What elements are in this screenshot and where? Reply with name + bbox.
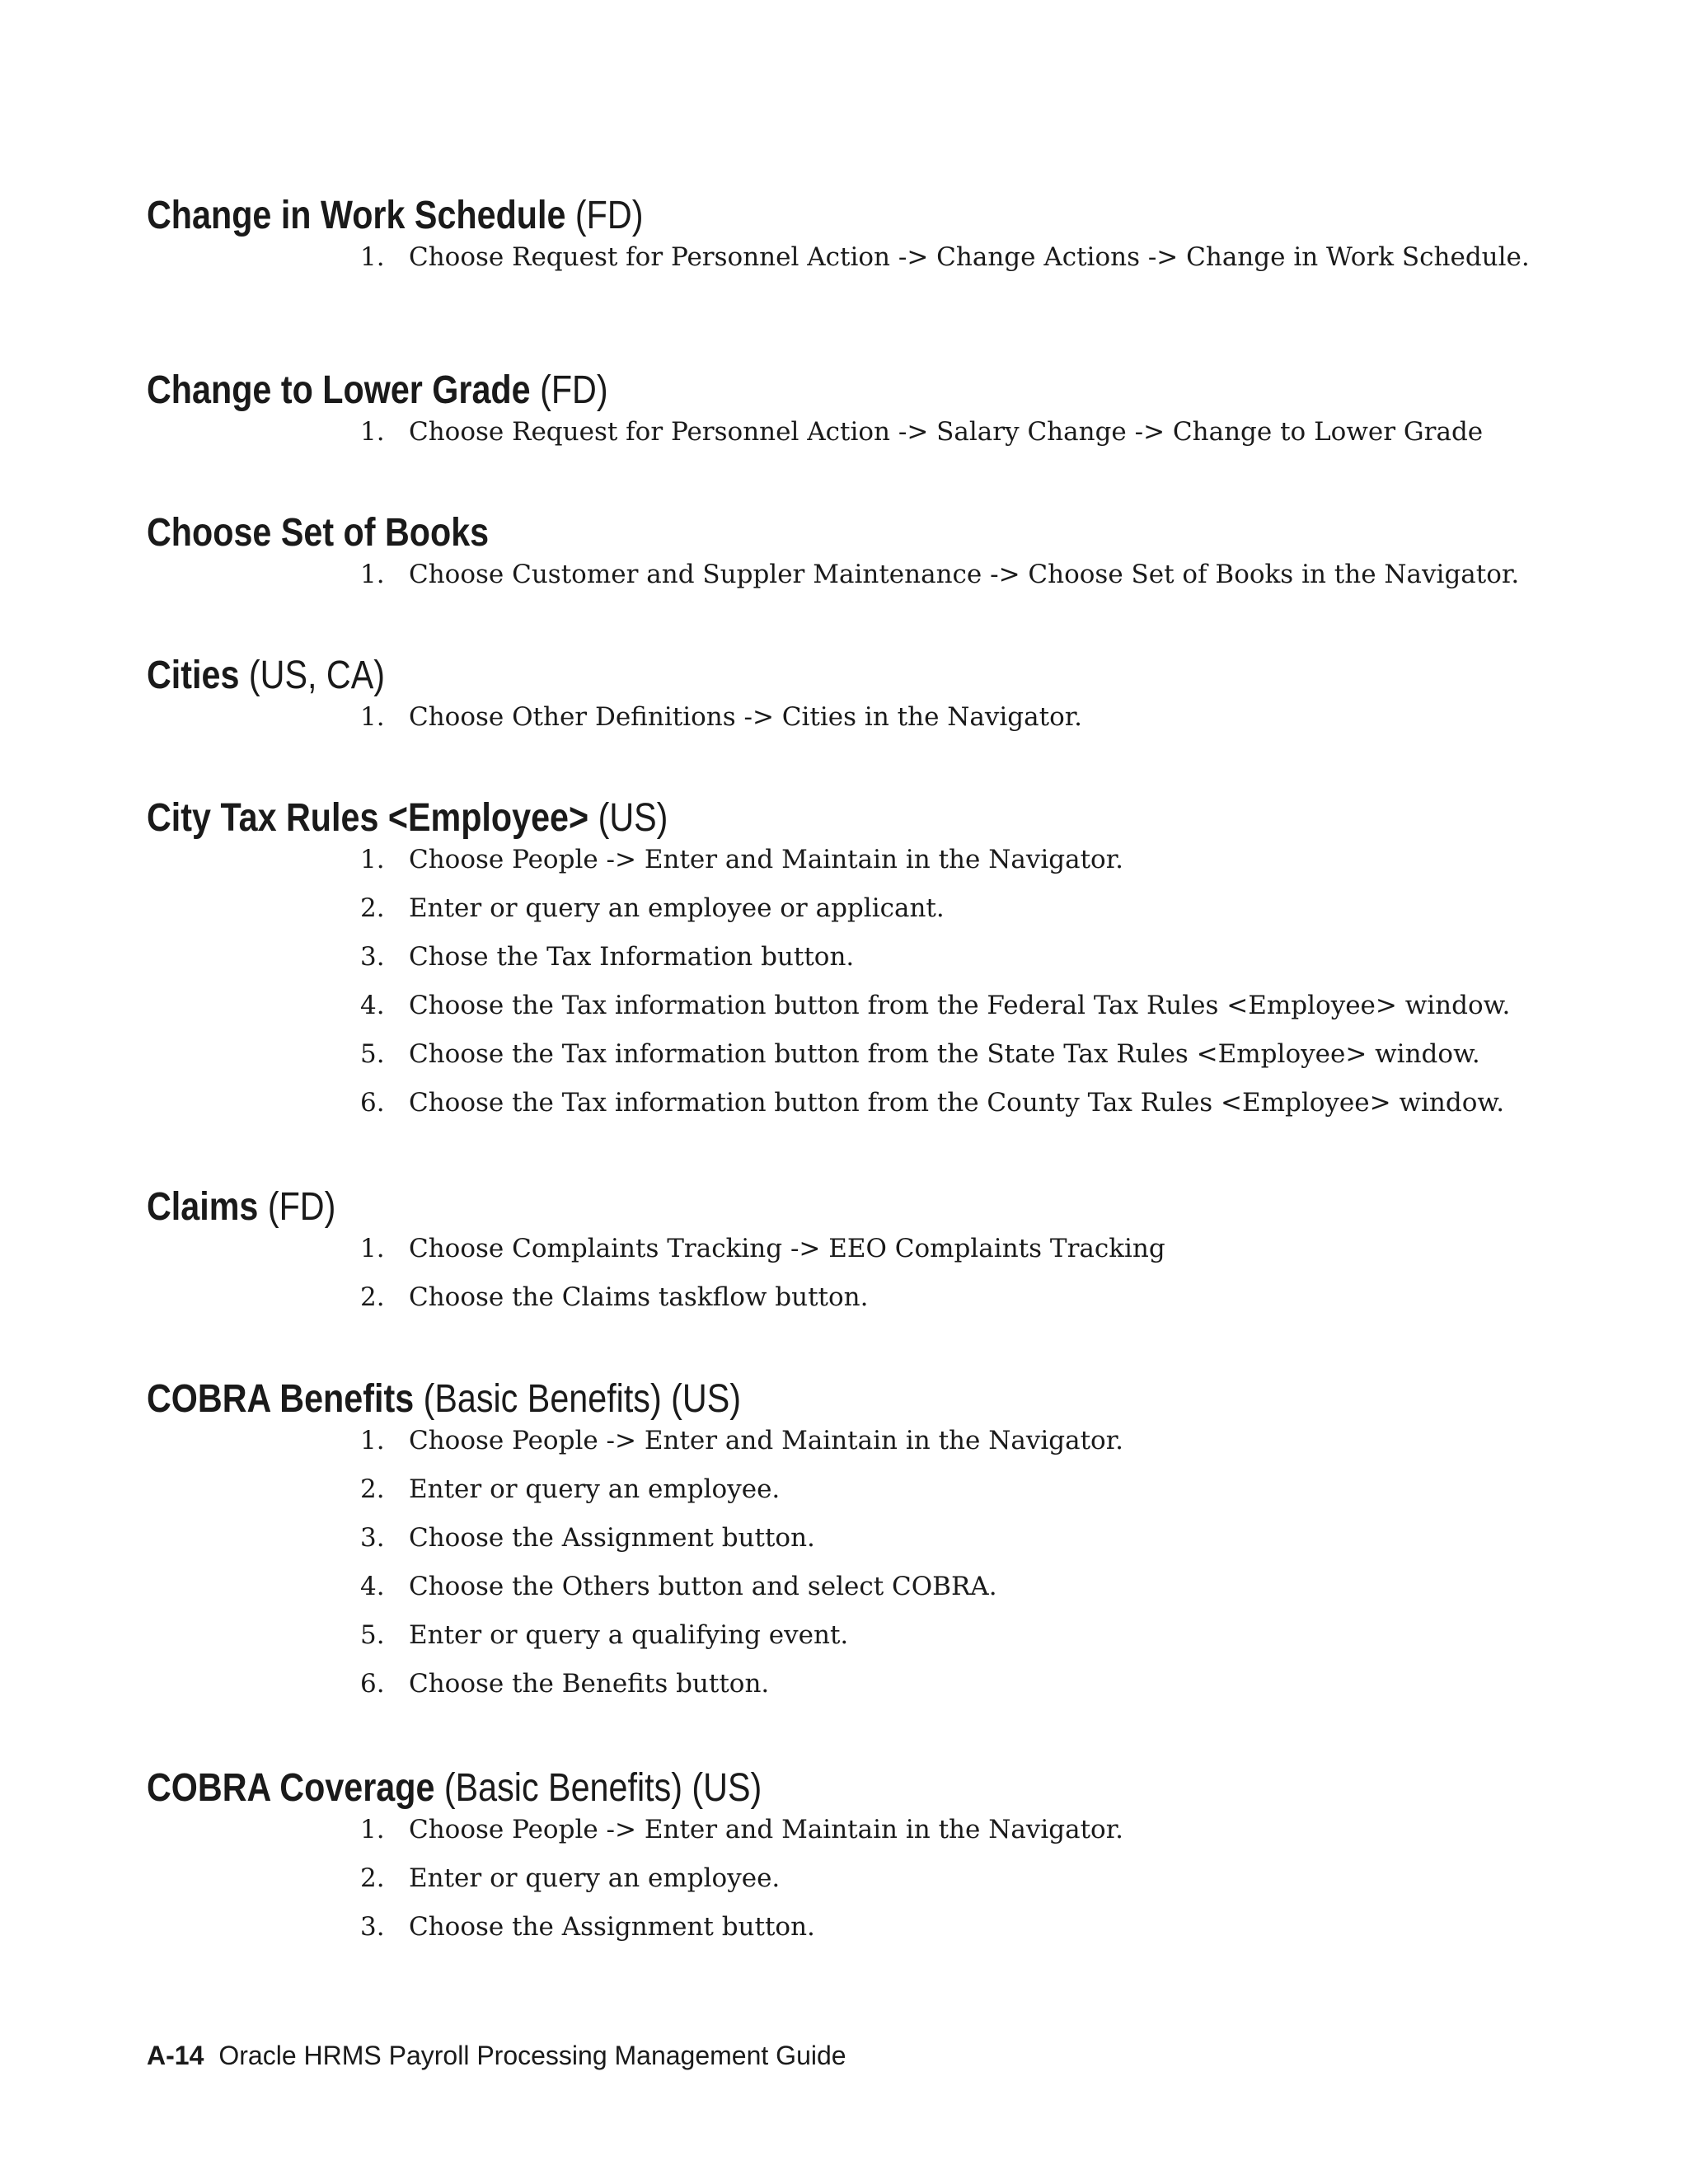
heading-title: COBRA Benefits — [147, 1377, 415, 1421]
step-item — [147, 892, 1564, 925]
section-cities — [147, 651, 1564, 749]
heading-title: Choose Set of Books — [147, 511, 490, 555]
section-cobra-coverage — [147, 1764, 1564, 1959]
step-item — [147, 1667, 1564, 1700]
step-number: 4. — [360, 991, 385, 1020]
step-item — [147, 1473, 1564, 1506]
section-heading — [147, 509, 1366, 558]
heading-title: Claims — [147, 1185, 259, 1229]
step-item — [147, 843, 1564, 876]
step-text: Choose People -> Enter and Maintain in the Navigator. — [409, 1426, 1123, 1455]
step-list — [147, 415, 1564, 448]
page-footer — [147, 2039, 846, 2072]
section-heading — [147, 366, 1366, 415]
step-item — [147, 1910, 1564, 1943]
step-number: 5. — [360, 1039, 385, 1069]
step-text: Choose the Others button and select COBRA. — [409, 1572, 997, 1601]
step-number: 3. — [360, 1912, 385, 1942]
step-list — [147, 1813, 1564, 1943]
step-number: 1. — [360, 242, 385, 272]
step-item — [147, 241, 1564, 274]
step-number: 1. — [360, 702, 385, 732]
step-text: Choose People -> Enter and Maintain in the Navigator. — [409, 845, 1123, 874]
heading-title: Change in Work Schedule — [147, 194, 566, 237]
step-item — [147, 1086, 1564, 1119]
heading-qualifier: (FD) — [574, 194, 644, 237]
step-number: 5. — [360, 1620, 385, 1650]
heading-title: City Tax Rules <Employee> — [147, 796, 589, 840]
step-item — [147, 701, 1564, 733]
step-list — [147, 241, 1564, 274]
step-text: Enter or query an employee. — [409, 1474, 781, 1504]
step-list — [147, 843, 1564, 1119]
section-heading — [147, 1183, 1366, 1232]
step-text: Choose the Tax information button from the Federal Tax Rules <Employee> window. — [409, 991, 1511, 1020]
step-number: 2. — [360, 893, 385, 923]
heading-qualifier: (FD) — [540, 368, 608, 412]
section-heading — [147, 191, 1366, 241]
step-item — [147, 1038, 1564, 1071]
heading-qualifier: (FD) — [267, 1185, 336, 1229]
step-number: 1. — [360, 845, 385, 874]
step-text: Choose Request for Personnel Action -> Salary Change -> Change to Lower Grade — [409, 417, 1484, 447]
step-number: 6. — [360, 1669, 385, 1699]
heading-qualifier: (Basic Benefits) (US) — [423, 1377, 742, 1421]
step-number: 1. — [360, 417, 385, 447]
step-item — [147, 940, 1564, 973]
step-text: Choose the Assignment button. — [409, 1523, 815, 1553]
step-number: 1. — [360, 560, 385, 589]
page-number: A-14 — [147, 2041, 204, 2070]
step-item — [147, 1813, 1564, 1846]
step-text: Choose Request for Personnel Action -> Change Actions -> Change in Work Schedule. — [409, 242, 1530, 272]
guide-title: Oracle HRMS Payroll Processing Management Guide — [218, 2041, 846, 2070]
section-city-tax-rules — [147, 794, 1564, 1135]
step-text: Chose the Tax Information button. — [409, 942, 855, 972]
step-text: Choose Other Definitions -> Cities in the Navigator. — [409, 702, 1083, 732]
step-item — [147, 1232, 1564, 1265]
step-number: 2. — [360, 1282, 385, 1312]
section-heading — [147, 651, 1366, 701]
step-item — [147, 558, 1564, 591]
heading-title: COBRA Coverage — [147, 1766, 435, 1810]
step-item — [147, 989, 1564, 1022]
step-text: Enter or query an employee. — [409, 1863, 781, 1893]
section-choose-set-of-books — [147, 509, 1564, 607]
section-cobra-benefits — [147, 1375, 1564, 1716]
step-text: Enter or query a qualifying event. — [409, 1620, 849, 1650]
step-text: Choose Customer and Suppler Maintenance -> Choose Set of Books in the Navigator. — [409, 560, 1520, 589]
heading-title: Cities — [147, 654, 240, 697]
step-text: Choose the Tax information button from the State Tax Rules <Employee> window. — [409, 1039, 1480, 1069]
heading-qualifier: (Basic Benefits) (US) — [443, 1766, 762, 1810]
step-number: 2. — [360, 1474, 385, 1504]
step-list — [147, 1424, 1564, 1700]
step-text: Choose the Claims taskflow button. — [409, 1282, 869, 1312]
step-text: Choose the Benefits button. — [409, 1669, 770, 1699]
step-number: 1. — [360, 1426, 385, 1455]
step-text: Choose the Assignment button. — [409, 1912, 815, 1942]
section-claims — [147, 1183, 1564, 1329]
step-item — [147, 1424, 1564, 1457]
heading-qualifier: (US) — [598, 796, 668, 840]
step-number: 6. — [360, 1088, 385, 1118]
step-item — [147, 1281, 1564, 1314]
step-number: 3. — [360, 942, 385, 972]
section-heading — [147, 1375, 1366, 1424]
section-heading — [147, 1764, 1366, 1813]
step-list — [147, 701, 1564, 733]
section-heading — [147, 794, 1366, 843]
step-item — [147, 1570, 1564, 1603]
step-item — [147, 1862, 1564, 1895]
step-list — [147, 558, 1564, 591]
step-number: 1. — [360, 1234, 385, 1263]
heading-title: Change to Lower Grade — [147, 368, 531, 412]
step-text: Enter or query an employee or applicant. — [409, 893, 945, 923]
step-item — [147, 1619, 1564, 1652]
step-number: 3. — [360, 1523, 385, 1553]
heading-qualifier: (US, CA) — [248, 654, 386, 697]
step-number: 1. — [360, 1815, 385, 1844]
step-item — [147, 415, 1564, 448]
step-number: 2. — [360, 1863, 385, 1893]
section-change-to-lower-grade — [147, 366, 1564, 464]
step-text: Choose Complaints Tracking -> EEO Complaints Tracking — [409, 1234, 1165, 1263]
step-item — [147, 1521, 1564, 1554]
section-change-in-work-schedule — [147, 191, 1564, 289]
step-text: Choose People -> Enter and Maintain in the Navigator. — [409, 1815, 1123, 1844]
step-list — [147, 1232, 1564, 1314]
step-text: Choose the Tax information button from the County Tax Rules <Employee> window. — [409, 1088, 1505, 1118]
step-number: 4. — [360, 1572, 385, 1601]
